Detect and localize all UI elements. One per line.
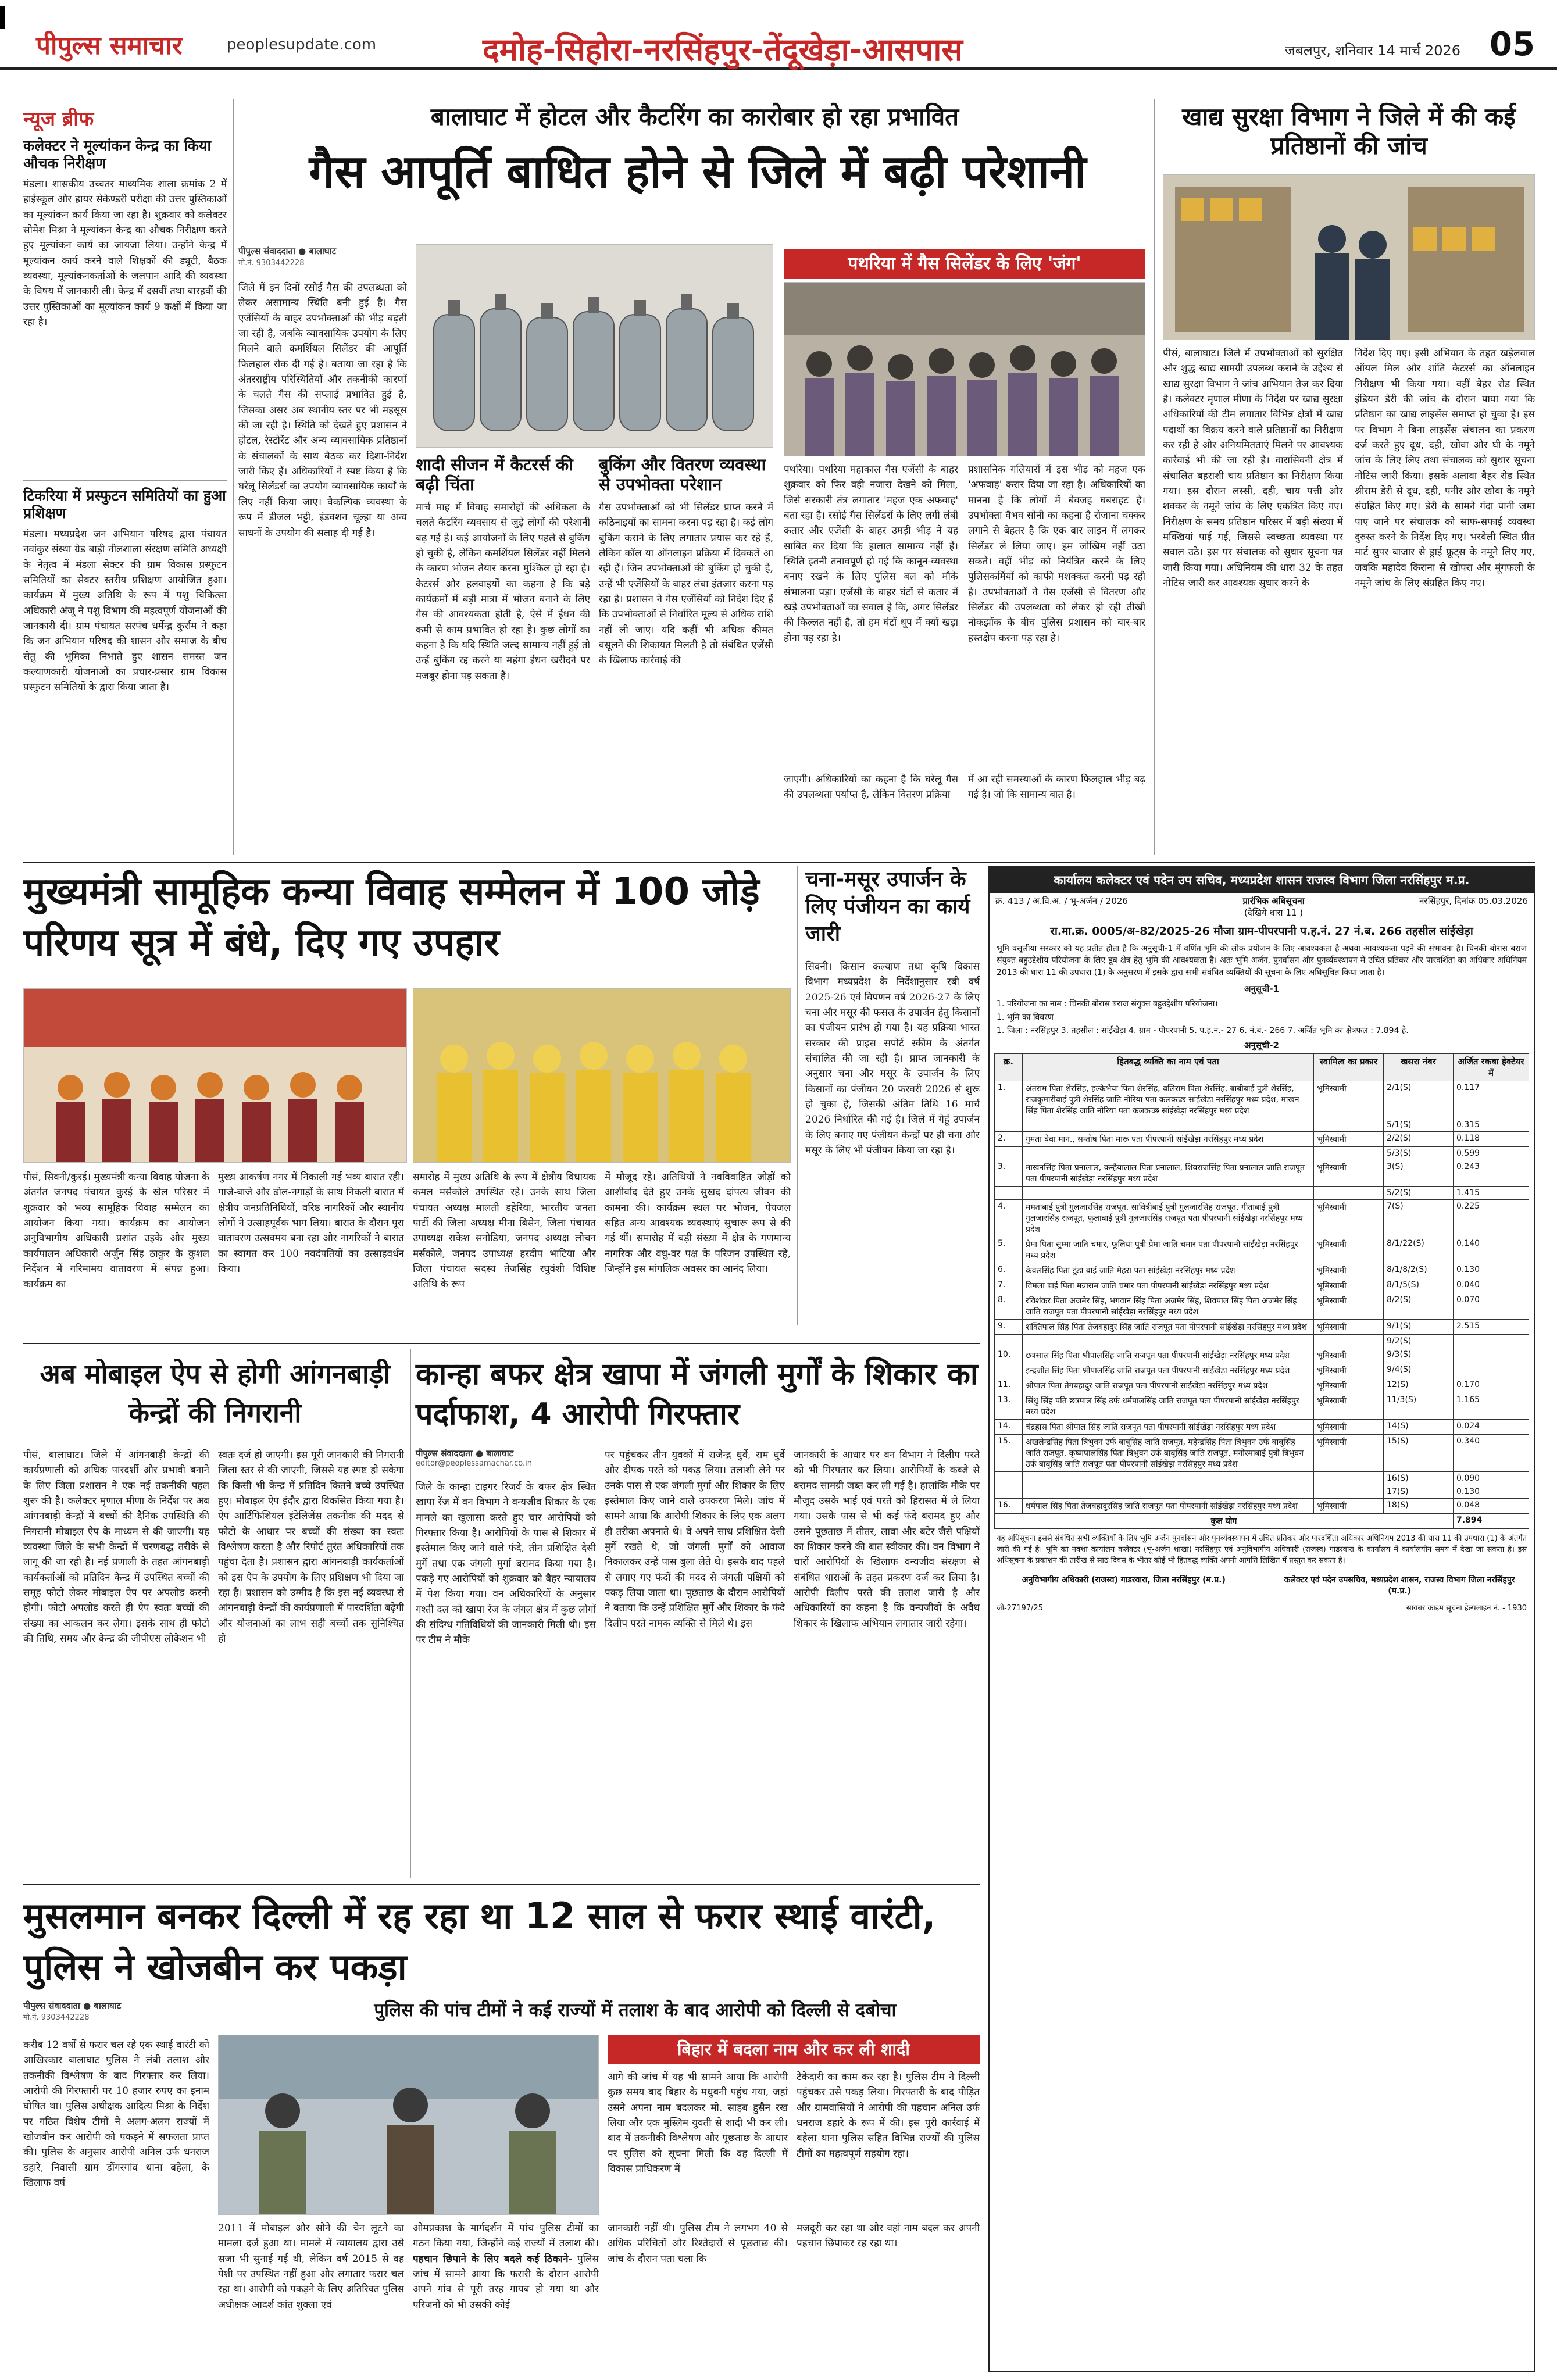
table-cell: 3.	[995, 1160, 1023, 1186]
table-cell: अखलेन्द्रसिंह पिता त्रिभुवन उर्फ बाबूसिंह जाति राजपूत, महेन्द्रसिंह पिता त्रिभुवन उर्फ बाबूसिंह जाति राजपूत, कृष्णपालसिंह पिता त्रिभुवन उर्फ बाबूसिंह जाति राजपूत, मनोरमाबाई पुत्री त्रिभुवन उर्फ बाबूसिंह जाति राजपूत पता पीपरपानी सांईखेड़ा नरसिंहपुर मध्य प्रदेश	[1023, 1434, 1314, 1471]
fugitive-byline	[23, 2000, 209, 2022]
shop-illustration	[1163, 175, 1535, 340]
total-label: कुल योग	[995, 1513, 1454, 1528]
table-row	[995, 1199, 1529, 1237]
table-cell: 5/1(S)	[1384, 1118, 1454, 1131]
kanha-col3: जानकारी के आधार पर वन विभाग ने दिलीप परते को भी गिरफ्तार कर लिया। आरोपियों के कब्जे से बरामद सामग्री जब्त कर ली गई है। हालांकि मौके पर मौजूद उसके भाई एवं परते को हिरासत में ले लिया गया। उसके पास से भी कई फंदे बरामद हुए और उसने पूछताछ में तीतर, लावा और बटेर जैसे पक्षियों का शिकार करने की बात स्वीकार की। वन विभाग ने चारों आरोपियों के खिलाफ वन्यजीव संरक्षण से संबंधित धाराओं के तहत प्रकरण दर्ज कर लिया है। आरोपी दिलीप परते की तलाश जारी है और अधिकारियों का कहना है कि वन्यजीवों के अवैध शिकार के खिलाफ अभियान लगातार जारी रहेगा।	[794, 1449, 980, 1629]
table-cell: 9/4(S)	[1384, 1363, 1454, 1378]
table-cell: भूमिस्वामी	[1314, 1378, 1384, 1393]
table-cell	[1314, 1118, 1384, 1131]
crowd-illustration	[784, 283, 1145, 456]
gas-cylinders-photo	[416, 244, 773, 448]
table-cell: 9/3(S)	[1384, 1348, 1454, 1363]
sch2-title: अनुसूची-2	[1244, 1039, 1279, 1050]
table-cell: भूमिस्वामी	[1314, 1160, 1384, 1186]
table-cell: 0.170	[1454, 1378, 1529, 1393]
table-cell: 14(S)	[1384, 1419, 1454, 1434]
table-cell	[1023, 1334, 1314, 1348]
brief-item2-head: टिकरिया में प्रस्फुटन समितियों का हुआ प्रशिक्षण	[23, 487, 226, 521]
kanha-byline-text: पीपुल्स संवाददाता ● बालाघाट	[416, 1448, 514, 1459]
gas-sub3: बुकिंग और वितरण व्यवस्था से उपभोक्ता परेशान	[599, 455, 766, 495]
table-cell: 5/3(S)	[1384, 1146, 1454, 1160]
table-cell: 0.140	[1454, 1237, 1529, 1263]
table-cell	[1454, 1348, 1529, 1363]
table-row	[995, 1263, 1529, 1278]
table-cell: इन्द्रजीत सिंह पिता श्रीपालसिंह जाति राजपूत पता पीपरपानी सांईखेड़ा नरसिंहपुर मध्य प्रदेश	[1023, 1363, 1314, 1378]
table-cell: 5/2(S)	[1384, 1186, 1454, 1199]
kanha-col2: पर पहुंचकर तीन युवकों में राजेन्द्र धुर्वे, राम धुर्वे और दीपक परते को पकड़ लिया। तलाशी लेने पर उनके पास से एक जंगली मुर्गा और शिकार के लिए इस्तेमाल किए जाने वाले उपकरण मिले। जांच में सामने आया कि आरोपी शिकार के लिए एक अलग ही तरीका अपनाते थे। वे अपने साथ प्रशिक्षित देसी मुर्गे रखते थे, जो जंगली मुर्गों को आवाज निकालकर उन्हें पास बुला लेते थे। इसके बाद पहले से लगाए गए फंदों की मदद से जंगली पक्षियों को पकड़ लिया जाता था। पूछताछ के दौरान आरोपियों ने बताया कि उन्हें प्रशिक्षित मुर्गे और शिकार के फंदे दिलीप परते नामक व्यक्ति से मिले थे। इस	[605, 1449, 785, 1629]
table-cell: छत्रसाल सिंह पिता श्रीपालसिंह जाति राजपूत पता पीपरपानी सांईखेड़ा नरसिंहपुर मध्य प्रदेश	[1023, 1348, 1314, 1363]
table-cell	[1314, 1485, 1384, 1498]
brief-item1-head: कलेक्टर ने मूल्यांकन केन्द्र का किया औचक निरीक्षण	[23, 137, 211, 171]
table-cell: 2/2(S)	[1384, 1131, 1454, 1146]
gas-cylinders-illustration	[416, 245, 773, 448]
kanha-byline	[416, 1448, 596, 1468]
fugitive-phone: मो.नं. 9303442228	[23, 2013, 90, 2022]
table-cell	[1454, 1363, 1529, 1378]
table-cell: 8/2(S)	[1384, 1293, 1454, 1319]
sch1-title: अनुसूची-1	[1244, 983, 1279, 994]
food-inspection-photo	[1163, 174, 1535, 340]
table-cell: 7.	[995, 1278, 1023, 1293]
wedding-stage-illustration	[24, 989, 407, 1163]
table-cell: भूमिस्वामी	[1314, 1434, 1384, 1471]
table-cell: 5.	[995, 1237, 1023, 1263]
table-cell: 6.	[995, 1263, 1023, 1278]
table-row	[995, 1363, 1529, 1378]
table-cell: अंतराम पिता शेरसिंह, हल्केभैया पिता शेरसिंह, बलिराम पिता शेरसिंह, बाबीबाई पुत्री शेरसिंह, राजकुमारीबाई पुत्री शेरसिंह जाति नोरिया पता कलकच्छ सांईखेड़ा नरसिंहपुर मध्य प्रदेश, माखन सिंह पिता शेरसिंह जाति नोरिया पता कलकच्छ सांईखेड़ा नरसिंहपुर मध्य प्रदेश	[1023, 1081, 1314, 1118]
masthead-website: peoplesupdate.com	[227, 36, 377, 53]
food-col1: पीसं, बालाघाट। जिले में उपभोक्ताओं को सुरक्षित और शुद्ध खाद्य सामग्री उपलब्ध कराने के उद्देश्य से खाद्य सुरक्षा विभाग ने जांच अभियान तेज कर दिया है। कलेक्टर मृणाल मीणा के निर्देश पर खाद्य सुरक्षा अधिकारियों की टीम लगातार विभिन्न क्षेत्रों में खाद्य पदार्थों का विक्रय करने वाले प्रतिष्ठानों का निरीक्षण कर रही है और अनियमितताएं मिलने पर आवश्यक कार्रवाई भी की जा रही है। वारासिवनी क्षेत्र में संचालित बहराशी चाय प्रतिष्ठान का निरीक्षण किया गया। इस दौरान लस्सी, दही, चाय पत्ती और शक्कर के नमूने जांच के लिए एकत्रित किए गए। निरीक्षण के समय प्रतिष्ठान परिसर में बड़ी संख्या में मक्खियां पाई गई, जिससे स्वच्छता व्यवस्था पर सवाल उठे। इस पर संचालक को सुधार सूचना पत्र जारी किया गया। अधिनियम की धारा 32 के तहत नोटिस जारी कर आवश्यक सुधार करने के	[1163, 348, 1343, 589]
brief-item1-body: मंडला। शासकीय उच्चतर माध्यमिक शाला क्रमांक 2 में हाईस्कूल और हायर सेकेण्डरी परीक्षा की उत्तर पुस्तिकाओं का मूल्यांकन कार्य किया जा रहा है। शुक्रवार को कलेक्टर सोमेश मिश्रा ने मूल्यांकन केन्द्र का औचक निरीक्षण करते हुए मूल्यांकन कार्य का जायजा लिया। उन्होंने केन्द्र में मूल्यांकन कार्य करने वाले शिक्षकों की ड्यूटी, बैठक व्यवस्था, मूल्यांकनकर्ताओं के जलपान आदि की व्यवस्था के विषय में जानकारी ली। केन्द्र में दसवीं तथा बारहवीं की उत्तर पुस्तिकाओं का मूल्यांकन कार्य 9 कक्षों में किया जा रहा है।	[23, 178, 227, 328]
notice-sub: (देखिये धारा 11 )	[1244, 907, 1304, 918]
masthead-logo: पीपुल्स समाचार	[36, 31, 183, 60]
table-cell: भूमिस्वामी	[1314, 1278, 1384, 1293]
fugitive-sub3: पहचान छिपाने के लिए बदले कई ठिकाने-	[413, 2253, 573, 2265]
table-cell: सिंधु सिंह पति छत्रपाल सिंह उर्फ धर्मपालसिंह जाति राजपूत पता पीपरपानी सांईखेड़ा नरसिंहपुर मध्य प्रदेश	[1023, 1393, 1314, 1419]
wedding-col1: पीसं, सिवनी/कुरई। मुख्यमंत्री कन्या विवाह योजना के अंतर्गत जनपद पंचायत कुरई के खेल परिसर में शुक्रवार को भव्य सामूहिक विवाह सम्मेलन का आयोजन किया गया। कार्यक्रम का आयोजन अनुविभागीय अधिकारी प्रशांत उइके और मुख्य कार्यपालन अधिकारी अर्जुन सिंह ठाकुर के कुशल निर्देशन में गरिमामय वातावरण में संपन्न हुआ। कार्यक्रम का	[23, 1171, 209, 1291]
pathariya-col2: प्रशासनिक गलियारों में इस भीड़ को महज एक 'अफवाह' करार दिया जा रहा है। अधिकारियों का मानना है कि लोगों में बेवजह घबराहट है। उपभोक्ता वैभव सोनी का कहना है रोजाना चक्कर लगाने से बेहतर है कि एक बार लाइन में लगकर सिलेंडर ले लिया जाए। हम जोखिम नहीं उठा सकते। वहीं भीड़ को नियंत्रित करने के लिए पुलिसकर्मियों को काफी मशक्कत करनी पड़ रही है। उपभोक्ताओं ने गैस एजेंसी से वितरण और सिलेंडर की उपलब्धता को लेकर हो रही तीखी नोकझोंक के बीच पुलिस प्रशासन को बार-बार हस्तक्षेप करना पड़ रहा है।	[968, 464, 1145, 644]
table-cell	[1023, 1471, 1314, 1485]
table-cell: 16.	[995, 1498, 1023, 1513]
notice-ad-code: जी-27197/25	[997, 1604, 1043, 1613]
notice-ref: क्र. 413 / अ.वि.अ. / भू-अर्जन / 2026	[995, 896, 1128, 906]
gas-col2: मार्च माह में विवाह समारोहों की अधिकता के चलते कैटरिंग व्यवसाय से जुड़े लोगों की परेशानी बढ़ गई है। कई आयोजनों के लिए पहले से बुकिंग हो चुकी है, लेकिन कमर्शियल सिलेंडर नहीं मिलने के कारण भोजन तैयार करना मुश्किल हो रहा है। कैटरर्स और हलवाइयों का कहना है कि बड़े कार्यक्रमों में बड़ी मात्रा में भोजन बनाने के लिए गैस की आवश्यकता होती है, ऐसे में ईंधन की कमी से काम प्रभावित हो रहा है। कुछ लोगों का कहना है कि यदि स्थिति जल्द सामान्य नहीं हुई तो उन्हें बुकिंग रद्द करने या महंगा ईंधन खरीदने पर मजबूर होना पड़ सकता है।	[416, 502, 590, 682]
police-arrest-illustration	[219, 2035, 599, 2215]
table-cell: रविशंकर पिता अजमेर सिंह, भगवान सिंह पिता अजमेर सिंह, शिवपाल सिंह पिता अजमेर सिंह जाति राजपूत पता पीपरपानी सांईखेड़ा नरसिंहपुर मध्य प्रदेश	[1023, 1293, 1314, 1319]
land-table-header: अर्जित रकबा हेक्टेयर में	[1454, 1053, 1529, 1081]
table-cell: भूमिस्वामी	[1314, 1293, 1384, 1319]
table-cell: 0.130	[1454, 1485, 1529, 1498]
table-cell: भूमिस्वामी	[1314, 1319, 1384, 1334]
pathariya-banner: पथरिया में गैस सिलेंडर के लिए 'जंग'	[784, 249, 1145, 279]
sch1-l2: 1. भूमि का विवरण	[997, 1012, 1054, 1022]
grain-headline: चना-मसूर उपार्जन के लिए पंजीयन का कार्य जारी	[805, 867, 970, 946]
notice-case: रा.मा.क्र. 0005/अ-82/2025-26 मौजा ग्राम-पीपरपानी प.ह.नं. 27 नं.ब. 266 तहसील सांईखेड़ा	[1050, 925, 1473, 938]
table-cell: गुमता बेवा मान., सन्तोष पिता मारू पता पीपरपानी सांईखेड़ा नरसिंहपुर मध्य प्रदेश	[1023, 1131, 1314, 1146]
table-cell: 8/1/22(S)	[1384, 1237, 1454, 1263]
table-cell: भूमिस्वामी	[1314, 1348, 1384, 1363]
notice-header: कार्यालय कलेक्टर एवं पदेन उप सचिव, मध्यप्रदेश शासन राजस्व विभाग जिला नरसिंहपुर म.प्र.	[990, 867, 1534, 893]
table-row	[995, 1378, 1529, 1393]
fugitive-byline-text: पीपुल्स संवाददाता ● बालाघाट	[23, 2000, 122, 2011]
table-cell: 15(S)	[1384, 1434, 1454, 1471]
fugitive-headline: मुसलमान बनकर दिल्ली में रह रहा था 12 साल से फरार स्थाई वारंटी, पुलिस ने खोजबीन कर पकड़ा	[23, 1895, 936, 1989]
bihar-col1: आगे की जांच में यह भी सामने आया कि आरोपी कुछ समय बाद बिहार के मधुबनी पहुंच गया, जहां उसने अपना नाम बदलकर मो. साहब हुसैन रख लिया और एक मुस्लिम युवती से शादी भी कर ली। बाद में तकनीकी विश्लेषण और पूछताछ के आधार पर पुलिस को सूचना मिली कि वह दिल्ली में विकास प्राधिकरण में	[608, 2071, 788, 2175]
table-cell: 0.315	[1454, 1118, 1529, 1131]
fugitive-col3	[413, 2221, 599, 2375]
table-cell: 15.	[995, 1434, 1023, 1471]
table-cell: 16(S)	[1384, 1471, 1454, 1485]
table-cell: भूमिस्वामी	[1314, 1363, 1384, 1378]
kanha-email: editor@peoplessamachar.co.in	[416, 1459, 532, 1468]
table-cell	[995, 1186, 1023, 1199]
table-cell: भूमिस्वामी	[1314, 1131, 1384, 1146]
food-headline: खाद्य सुरक्षा विभाग ने जिले में की कई प्रतिष्ठानों की जांच	[1182, 102, 1516, 160]
table-cell: 12(S)	[1384, 1378, 1454, 1393]
news-brief-title: न्यूज ब्रीफ	[23, 108, 94, 131]
table-cell: 0.040	[1454, 1278, 1529, 1293]
table-cell: केवलसिंह पिता डूंडा बाई जाति मेहरा पता सांईखेड़ा नरसिंहपुर मध्य प्रदेश	[1023, 1263, 1314, 1278]
table-row	[995, 1393, 1529, 1419]
kanha-headline: कान्हा बफर क्षेत्र खापा में जंगली मुर्गों के शिकार का पर्दाफाश, 4 आरोपी गिरफ्तार	[416, 1357, 979, 1432]
table-cell: भूमिस्वामी	[1314, 1199, 1384, 1237]
gas-byline-text: पीपुल्स संवाददाता ● बालाघाट	[238, 246, 337, 256]
table-cell: प्रेमा पिता सुम्मा जाति चमार, फूलिया पुत्री प्रेमा जाति चमार पता पीपरपानी सांईखेड़ा नरसिंहपुर मध्य प्रदेश	[1023, 1237, 1314, 1263]
fugitive-sub: पुलिस की पांच टीमों ने कई राज्यों में तलाश के बाद आरोपी को दिल्ली से दबोचा	[374, 2000, 897, 2021]
table-cell: माखनसिंह पिता प्रनालाल, कन्हैयालाल पिता प्रनालाल, शिवराजसिंह पिता प्रनालाल जाति राजपूत पता पीपरपानी सांईखेड़ा नरसिंहपुर मध्य प्रदेश	[1023, 1160, 1314, 1186]
notice-sig-right: कलेक्टर एवं पदेन उपसचिव, मध्यप्रदेश शासन, राजस्व विभाग जिला नरसिंहपुर (म.प्र.)	[1284, 1575, 1515, 1596]
table-cell: 11/3(S)	[1384, 1393, 1454, 1419]
gas-kicker: बालाघाट में होटल और कैटरिंग का कारोबार हो रहा प्रभावित	[430, 102, 959, 131]
table-cell: 9/1(S)	[1384, 1319, 1454, 1334]
table-row	[995, 1278, 1529, 1293]
wedding-photo-1	[23, 988, 407, 1163]
table-cell	[1023, 1186, 1314, 1199]
fugitive-col3-a: ओमप्रकाश के मार्गदर्शन में पांच पुलिस टीमों का गठन किया गया, जिन्होंने कई राज्यों में तलाश की।	[413, 2222, 599, 2250]
gas-byline-phone: मो.नं. 9303442228	[238, 259, 305, 267]
wedding-col2: मुख्य आकर्षण नगर में निकाली गई भव्य बारात रही। गाजे-बाजे और ढोल-नगाड़ों के साथ निकली बारात में क्षेत्रीय जनप्रतिनिधियों, वरिष्ठ नागरिकों और स्थानीय लोगों ने उत्साहपूर्वक भाग लिया। बारात के दौरान पूरा वातावरण उत्सवमय बना रहा और नागरिकों ने बारात का स्वागत कर 100 नवदंपतियों का उत्साहवर्धन किया।	[218, 1171, 404, 1275]
table-cell: 0.340	[1454, 1434, 1529, 1471]
table-cell: 9.	[995, 1319, 1023, 1334]
food-col2: निर्देश दिए गए। इसी अभियान के तहत खड़ेलवाल ऑयल मिल और शांति कैटरर्स का ऑनलाइन निरीक्षण भी किया गया। वहीं बैहर रोड स्थित इंडियन डेरी की जांच के दौरान पाया गया कि प्रतिष्ठान का खाद्य लाइसेंस समाप्त हो चुका है। इस पर विभाग ने बिना लाइसेंस संचालन का प्रकरण दर्ज करते हुए दूध, दही, खोवा और घी के नमूने जांच के लिए लिए तथा संचालक को सुधार सूचना नोटिस जारी किया। इसके अलावा बैहर रोड स्थित श्रीराम डेरी से दूध, दही, पनीर और खोवा के नमूने संग्रहित किए गए। डेरी के सामने गंदा पानी जमा पाए जाने पर संचालक को साफ-सफाई व्यवस्था दुरुस्त करने के निर्देश दिए गए। भरवेली स्थित प्रीत मार्ट सुपर बाजार से ड्राई फ्रूट्स के नमूने लिए गए, जबकि महादेव किराना से खोपरा और मूंगफली के नमूने जांच के लिए संग्रहित किए गए।	[1355, 348, 1535, 589]
anganwadi-col2: स्वतः दर्ज हो जाएगी। इस पूरी जानकारी की निगरानी जिला स्तर से की जाएगी, जिससे यह स्पष्ट हो सकेगा कि किसी भी केन्द्र में प्रतिदिन कितने बच्चे उपस्थित हुए। मोबाइल ऐप इंदौर द्वारा विकसित किया गया है। ऐप आर्टिफिशियल इंटेलिजेंस तकनीक की मदद से फोटो के आधार पर बच्चों की संख्या का स्वतः विश्लेषण करता है और रिपोर्ट तुरंत अधिकारियों तक पहुंचा देता है। प्रशासन द्वारा आंगनबाड़ी कार्यकर्ताओं को इस ऐप के उपयोग के लिए प्रशिक्षण भी दिया जा रहा है। प्रशासन को उम्मीद है कि इस नई व्यवस्था से आंगनबाड़ी केन्द्रों की कार्यप्रणाली में पारदर्शिता बढ़ेगी और योजनाओं का लाभ सही बच्चों तक सुनिश्चित हो	[218, 1449, 404, 1645]
table-cell: चंद्रहास पिता श्रीपाल सिंह जाति राजपूत पता पीपरपानी सांईखेड़ा नरसिंहपुर मध्य प्रदेश	[1023, 1419, 1314, 1434]
table-cell	[1314, 1471, 1384, 1485]
table-cell	[1454, 1334, 1529, 1348]
table-row	[995, 1081, 1529, 1118]
gas-col1: जिले में इन दिनों रसोई गैस की उपलब्धता को लेकर असामान्य स्थिति बनी हुई है। गैस एजेंसियों के बाहर उपभोक्ताओं की भीड़ बढ़ती जा रही है, जबकि व्यावसायिक उपयोग के लिए मिलने वाले कमर्शियल सिलेंडर की आपूर्ति फिलहाल रोक दी गई है। बताया जा रहा है कि अंतरराष्ट्रीय परिस्थितियों और तकनीकी कारणों के चलते गैस की सप्लाई प्रभावित हुई है, जिसका असर अब स्थानीय स्तर पर भी महसूस की जा रही है। स्थिति को देखते हुए प्रशासन ने होटल, रेस्टोरेंट और अन्य व्यावसायिक प्रतिष्ठानों के संचालकों के साथ बैठक कर दिशा-निर्देश जारी किए हैं। अधिकारियों ने स्पष्ट किया है कि घरेलू सिलेंडरों का उपयोग व्यावसायिक कार्यों के लिए नहीं किया जाए। वैकल्पिक व्यवस्था के रूप में डीजल भट्टी, इंडक्शन चूल्हा या अन्य साधनों के उपयोग की सलाह दी गई है।	[238, 282, 407, 539]
table-cell: 17(S)	[1384, 1485, 1454, 1498]
table-cell: 8/1/5(S)	[1384, 1278, 1454, 1293]
wedding-photo-2	[413, 988, 791, 1163]
anganwadi-col1: पीसं, बालाघाट। जिले में आंगनबाड़ी केन्द्रों की कार्यप्रणाली को अधिक पारदर्शी और प्रभावी बनाने के लिए जिला प्रशासन ने एक नई तकनीकी पहल शुरू की है। कलेक्टर मृणाल मीणा के निर्देश पर अब आंगनबाड़ी केन्द्रों में बच्चों की दैनिक उपस्थिति की निगरानी मोबाइल ऐप के माध्यम से की जाएगी। यह व्यवस्था जिले के सभी केन्द्रों में चरणबद्ध तरीके से लागू की जा रही है। नई प्रणाली के तहत आंगनबाड़ी कार्यकर्ताओं को प्रतिदिन केन्द्र में उपस्थित बच्चों की समूह फोटो लेकर मोबाइल ऐप पर अपलोड करनी होगी। फोटो अपलोड करते ही ऐप स्वतः बच्चों की संख्या का आकलन कर लेगा। इसके साथ ही फोटो की तिथि, समय और केन्द्र की जीपीएस लोकेशन भी	[23, 1449, 209, 1645]
page-number: 05	[1490, 26, 1535, 63]
land-table-header: क्र.	[995, 1053, 1023, 1081]
sch1-l3: 1. जिला : नरसिंहपुर 3. तहसील : सांईखेड़ा 4. ग्राम - पीपरपानी 5. प.ह.न.- 27 6. नं.बं.- 266 7. अर्जित भूमि का क्षेत्रफल : 7.894 हे.	[997, 1025, 1409, 1035]
table-row	[995, 1160, 1529, 1186]
table-cell	[995, 1471, 1023, 1485]
table-cell: 13.	[995, 1393, 1023, 1419]
table-cell: 0.090	[1454, 1471, 1529, 1485]
table-cell: भूमिस्वामी	[1314, 1081, 1384, 1118]
table-row	[995, 1146, 1529, 1160]
grain-body: सिवनी। किसान कल्याण तथा कृषि विकास विभाग मध्यप्रदेश के निर्देशानुसार रबी वर्ष 2025-26 एवं विपणन वर्ष 2026-27 के लिए चना और मसूर की फसल के उपार्जन हेतु किसानों का पंजीयन प्रारंभ हो गया है। यह प्रक्रिया भारत सरकार की प्राइस सपोर्ट स्कीम के अंतर्गत संचालित की जा रही है। प्राप्त जानकारी के अनुसार चना और मसूर के उपार्जन के लिए किसानों का पंजीयन 20 फरवरी 2026 से शुरू हो चुका है, जिसकी अंतिम तिथि 16 मार्च 2026 निर्धारित की गई है। जिले में गेहूं उपार्जन के लिए बनाए गए पंजीयन केन्द्रों पर ही चना और मसूर के लिए भी पंजीयन किया जा रहा है।	[805, 961, 980, 1157]
table-cell: 0.599	[1454, 1146, 1529, 1160]
table-row	[995, 1131, 1529, 1146]
table-cell: 0.024	[1454, 1419, 1529, 1434]
notice-footer: यह अधिसूचना इससे संबंधित सभी व्यक्तियों के लिए भूमि अर्जन पुनर्वासन और पुनर्व्यवस्थापन में उचित प्रतिकर और पारदर्शिता अधिकार अधिनियम 2013 की धारा 11 की उपधारा (1) के अंतर्गत जारी की गई है। भूमि का नक्शा कार्यालय कलेक्टर (भू-अर्जन शाखा) नरसिंहपुर एवं अनुविभागीय अधिकारी (राजस्व) गाडरवारा के कार्यालय में कार्यालयीन समय में देखा जा सकता है। इस अधिसूचना के प्रकाशन की तारीख से साठ दिवस के भीतर कोई भी हितबद्ध व्यक्ति अपनी आपत्ति लिखित में प्रस्तुत कर सकता है।	[997, 1534, 1527, 1565]
table-cell: 2.515	[1454, 1319, 1529, 1334]
table-row	[995, 1319, 1529, 1334]
table-cell: 14.	[995, 1419, 1023, 1434]
table-cell	[1023, 1485, 1314, 1498]
table-row	[995, 1348, 1529, 1363]
wedding-headline: मुख्यमंत्री सामूहिक कन्या विवाह सम्मेलन में 100 जोड़े परिणय सूत्र में बंधे, दिए गए उपहार	[23, 870, 760, 965]
brief-item2-body: मंडला। मध्यप्रदेश जन अभियान परिषद द्वारा पंचायत नवांकुर संस्था ग्रेड बाड़ी नीलशाला संरक्षण समिति अध्यक्षी के नेतृत्व में मंडला सेक्टर की ग्राम विकास प्रस्फुटन समितियों का सेक्टर स्तरीय प्रशिक्षण आयोजित हुआ। कार्यक्रम में मुख्य अतिथि के रूप में पशु चिकित्सा अधिकारी अंजू ने पशु विभाग की महत्वपूर्ण योजनाओं की जानकारी दी। ग्राम पंचायत सरपंच धर्मेन्द्र कुर्राम ने कहा कि जन अभियान परिषद की शासन और समाज के बीच सेतु की भूमिका निभाते हुए शासन समस्त जन कल्याणकारी योजनाओं का प्रचार-प्रसार ग्राम विकास प्रस्फुटन समितियों के द्वारा किया जाता है।	[23, 528, 227, 694]
sch1-l1: 1. परियोजना का नाम : चिनकी बोरास बराज संयुक्त बहुउद्देशीय परियोजना।	[997, 999, 1218, 1009]
table-cell: धर्मपाल सिंह पिता तेजबहादुरसिंह जाति राजपूत पता पीपरपानी सांईखेड़ा नरसिंहपुर मध्य प्रदेश	[1023, 1498, 1314, 1513]
table-row	[995, 1334, 1529, 1348]
land-table-header: स्वामित्व का प्रकार	[1314, 1053, 1384, 1081]
table-cell: भूमिस्वामी	[1314, 1498, 1384, 1513]
table-cell: 0.117	[1454, 1081, 1529, 1118]
land-table-header: हितबद्ध व्यक्ति का नाम एवं पता	[1023, 1053, 1314, 1081]
fugitive-col3-b: पुलिस जांच में सामने आया कि फरारी के दौरान आरोपी अपने गांव से पूरी तरह गायब हो गया था और परिजनों को भी उसकी कोई	[413, 2253, 599, 2311]
table-cell: 0.070	[1454, 1293, 1529, 1319]
pathariya-crowd-photo	[784, 282, 1145, 456]
table-row	[995, 1419, 1529, 1434]
table-row	[995, 1498, 1529, 1513]
table-cell: श्रीपाल पिता तेगबहादुर जाति राजपूत पता पीपरपानी सांईखेड़ा नरसिंहपुर मध्य प्रदेश	[1023, 1378, 1314, 1393]
gas-col3: गैस उपभोक्ताओं को भी सिलेंडर प्राप्त करने में कठिनाइयों का सामना करना पड़ रहा है। कई लोग बुकिंग कराने के लिए लगातार प्रयास कर रहे हैं, लेकिन कॉल या ऑनलाइन प्रक्रिया में दिक्कतें आ रही हैं। जिन उपभोक्ताओं की बुकिंग हो चुकी है, उन्हें भी एजेंसियों के बाहर लंबा इंतजार करना पड़ रहा है। प्रशासन ने गैस एजेंसियों को निर्देश दिए हैं कि उपभोक्ताओं से निर्धारित मूल्य से अधिक राशि नहीं ली जाए। यदि कहीं भी अधिक कीमत वसूलने की शिकायत मिलती है तो संबंधित एजेंसी के खिलाफ कार्रवाई की	[599, 502, 773, 667]
section-title	[483, 27, 963, 70]
table-cell: 0.048	[1454, 1498, 1529, 1513]
table-cell	[1314, 1186, 1384, 1199]
table-cell: 2.	[995, 1131, 1023, 1146]
table-cell: भूमिस्वामी	[1314, 1393, 1384, 1419]
bihar-col2: टेकेदारी का काम कर रहा है। पुलिस टीम ने दिल्ली पहुंचकर उसे पकड़ लिया। गिरफ्तारी के बाद पीड़ित और ग्रामवासियों ने आरोपी की पहचान अनिल उर्फ धनराज डहारे के रूप में की। इस पूरी कार्रवाई में बहेला थाना पुलिस सहित विभिन्न राज्यों की पुलिस टीमों का महत्वपूर्ण सहयोग रहा।	[797, 2071, 980, 2160]
pathariya-col3: में आ रही समस्याओं के कारण फिलहाल भीड़ बढ़ गई है। जो कि सामान्य बात है।	[968, 774, 1145, 801]
table-cell: भूमिस्वामी	[1314, 1419, 1384, 1434]
table-cell	[1023, 1146, 1314, 1160]
table-row	[995, 1434, 1529, 1471]
notice-type: प्रारंभिक अधिसूचना	[1242, 896, 1305, 906]
table-cell: 2/1(S)	[1384, 1081, 1454, 1118]
table-cell: 1.415	[1454, 1186, 1529, 1199]
fugitive-col1: करीब 12 वर्षों से फरार चल रहे एक स्थाई वारंटी को आखिरकार बालाघाट पुलिस ने लंबी तलाश और तकनीकी विश्लेषण के बाद गिरफ्तार कर लिया। आरोपी की गिरफ्तारी पर 10 हजार रुपए का इनाम घोषित था। पुलिस अधीक्षक आदित्य मिश्रा के निर्देश पर गठित विशेष टीमों ने अलग-अलग राज्यों में खोजबीन कर आरोपी को पकड़ने में सफलता प्राप्त की। पुलिस के अनुसार आरोपी अनिल उर्फ धनराज डहारे, निवासी ग्राम डोंगरगांव थाना बहेला, के खिलाफ वर्ष	[23, 2039, 209, 2189]
wedding-col3: समारोह में मुख्य अतिथि के रूप में क्षेत्रीय विधायक कमल मर्सकोले उपस्थित रहे। उनके साथ जिला पंचायत अध्यक्ष मालती डहेरिया, भारतीय जनता पार्टी की जिला अध्यक्ष मीना बिसेन, जिला पंचायत उपाध्यक्ष राकेश सनोडिया, जनपद अध्यक्ष लोचन मर्सकोले, जनपद उपाध्यक्ष हरदीप भाटिया और जिला पंचायत सदस्य तेजसिंह रघुवंशी विशिष्ट अतिथि के रूप	[413, 1171, 596, 1291]
kanha-col1: जिले के कान्हा टाइगर रिजर्व के बफर क्षेत्र स्थित खापा रेंज में वन विभाग ने वन्यजीव शिकार के एक मामले का खुलासा करते हुए चार आरोपियों को गिरफ्तार किया है। आरोपियों के पास से शिकार में इस्तेमाल किए जाने वाले फंदे, तीन प्रशिक्षित देसी मुर्गे तथा एक जंगली मुर्गा बरामद किया गया है। पकड़े गए आरोपियों को शुक्रवार को बैहर न्यायालय में पेश किया गया। वन अधिकारियों के अनुसार गश्ती दल को खापा रेंज के जंगल क्षेत्र में कुछ लोगों की संदिग्ध गतिविधियों की जानकारी मिली थी। इस पर टीम ने मौके	[416, 1481, 596, 1646]
table-total-row	[995, 1513, 1529, 1528]
table-row	[995, 1118, 1529, 1131]
table-cell: 18(S)	[1384, 1498, 1454, 1513]
section-title-a: दमोह-	[483, 31, 556, 68]
notice-place-date: नरसिंहपुर, दिनांक 05.03.2026	[1419, 896, 1528, 906]
notice-sig-left: अनुविभागीय अधिकारी (राजस्व) गाडरवारा, जिला नरसिंहपुर (म.प्र.)	[1022, 1575, 1226, 1585]
fugitive-col2: 2011 में मोबाइल और सोने की चेन लूटने का मामला दर्ज हुआ था। मामले में न्यायालय द्वारा उसे सजा भी सुनाई गई थी, लेकिन वर्ष 2015 से वह पेशी पर उपस्थित नहीं हुआ और लगातार फरार चल रहा था। आरोपी को पकड़ने के लिए अतिरिक्त पुलिस अधीक्षक आदर्श कांत शुक्ला एवं	[218, 2222, 404, 2311]
anganwadi-headline: अब मोबाइल ऐप से होगी आंगनबाड़ी केन्द्रों की निगरानी	[40, 1358, 391, 1428]
table-cell: 3(S)	[1384, 1160, 1454, 1186]
land-table	[994, 1053, 1529, 1529]
notice-ad-note: सायबर काइम सूचना हेल्पलाइन नं. - 1930	[1406, 1604, 1527, 1613]
table-cell: 1.165	[1454, 1393, 1529, 1419]
table-row	[995, 1485, 1529, 1498]
table-cell: ममताबाई पुत्री गुलजारसिंह राजपूत, सावित्रीबाई पुत्री गुलजारसिंह राजपूत, गीताबाई पुत्री गुलजारसिंह राजपूत, फूलाबाई पुत्री गुलजारसिंह राजपूत पता पीपरपानी सांईखेड़ा नरसिंहपुर मध्य प्रदेश	[1023, 1199, 1314, 1237]
table-cell: 0.130	[1454, 1263, 1529, 1278]
news-brief	[23, 105, 227, 860]
table-cell	[995, 1485, 1023, 1498]
table-row	[995, 1471, 1529, 1485]
table-cell: 0.118	[1454, 1131, 1529, 1146]
gas-headline: गैस आपूर्ति बाधित होने से जिले में बढ़ी परेशानी	[309, 146, 1087, 198]
pathariya-col1: पथरिया। पथरिया महाकाल गैस एजेंसी के बाहर शुक्रवार को फिर वही नजारा देखने को मिला, जिसे सरकारी तंत्र लगातार 'महज एक अफवाह' बता रहा है। रसोई गैस सिलेंडरों के लिए लगी लंबी कतार और एजेंसी के बाहर उमड़ी भीड़ ने यह साबित कर दिया कि हालात सामान्य नहीं हैं। स्थिति इतनी तनावपूर्ण हो गई कि कानून-व्यवस्था बनाए रखने के लिए पुलिस बल को मौके संभालना पड़ा। एजेंसी के बाहर घंटों से कतार में खड़े उपभोक्ताओं का सवाल है कि, अगर सिलेंडर की किल्लत नहीं है, तो हम घंटों धूप में क्यों खड़ा होना पड़ रहा है।	[784, 464, 958, 644]
section-title-b: सिहोरा-नरसिंहपुर-तेंदूखेड़ा-आसपास	[556, 31, 963, 68]
table-cell: 8.	[995, 1293, 1023, 1319]
land-table-header: खसरा नंबर	[1384, 1053, 1454, 1081]
gas-byline	[238, 245, 407, 267]
table-cell: 7(S)	[1384, 1199, 1454, 1237]
table-cell: 10.	[995, 1348, 1023, 1363]
table-cell: 8/1/8/2(S)	[1384, 1263, 1454, 1278]
table-cell	[1314, 1334, 1384, 1348]
notice-intro: भूमि वसूलीया सरकार को यह प्रतीत होता है कि अनुसूची-1 में वर्णित भूमि की लोक प्रयोजन के लिए आवश्यकता है अथवा आवश्यकता पड़ने की संभावना है। चिनकी बोरास बराज संयुक्त बहुउद्देशीय परियोजना के लिए डूब क्षेत्र हेतु भूमि की आवश्यकता है। अतः भूमि अर्जन, पुनर्वासन और पुनर्व्यवस्थापन में उचित प्रतिकर और पारदर्शिता का अधिकार अधिनियम 2013 की धारा 11 की उपधारा (1) के अनुसरण में इसके द्वारा सभी संबंधित व्यक्तियों की सूचना के लिए अधिसूचित किया जाता है।	[997, 944, 1527, 977]
table-cell	[995, 1363, 1023, 1378]
masthead	[0, 0, 1557, 70]
table-cell: शक्तिपाल सिंह पिता तेजबहादुर सिंह जाति राजपूत पता पीपरपानी सांईखेड़ा नरसिंहपुर मध्य प्रदेश	[1023, 1319, 1314, 1334]
gas-col3b: जाएगी। अधिकारियों का कहना है कि घरेलू गैस की उपलब्धता पर्याप्त है, लेकिन वितरण प्रक्रिया	[784, 774, 958, 801]
table-cell: भूमिस्वामी	[1314, 1263, 1384, 1278]
table-cell: 0.243	[1454, 1160, 1529, 1186]
table-cell	[1023, 1118, 1314, 1131]
table-cell	[995, 1334, 1023, 1348]
table-cell: भूमिस्वामी	[1314, 1237, 1384, 1263]
total-value: 7.894	[1454, 1513, 1529, 1528]
table-row	[995, 1186, 1529, 1199]
wedding-col4: में मौजूद रहे। अतिथियों ने नवविवाहित जोड़ों को आशीर्वाद देते हुए उनके सुखद दांपत्य जीवन की कामना की। कार्यक्रम स्थल पर भोजन, पेयजल सहित अन्य आवश्यक व्यवस्थाएं सुचारू रूप से की गई थीं। समारोह में बड़ी संख्या में क्षेत्र के गणमान्य नागरिक और वधु-वर पक्ष के परिजन उपस्थित रहे, जिन्होंने इस मांगलिक अवसर का आनंद लिया।	[605, 1171, 791, 1275]
table-row	[995, 1237, 1529, 1263]
fugitive-photo	[218, 2035, 599, 2215]
table-cell	[995, 1146, 1023, 1160]
wedding-couples-illustration	[413, 989, 791, 1163]
table-cell	[1314, 1146, 1384, 1160]
masthead-date: जबलपुर, शनिवार 14 मार्च 2026	[1285, 42, 1461, 59]
gas-sub2: शादी सीजन में कैटरर्स की बढ़ी चिंता	[416, 455, 573, 495]
table-cell: विमला बाई पिता मन्नाराम जाति चमार पता पीपरपानी सांईखेड़ा नरसिंहपुर मध्य प्रदेश	[1023, 1278, 1314, 1293]
bihar-banner: बिहार में बदला नाम और कर ली शादी	[608, 2035, 980, 2064]
land-notice	[988, 866, 1535, 2372]
table-cell: 1.	[995, 1081, 1023, 1118]
fugitive-col4: जानकारी नहीं थी। पुलिस टीम ने लगभग 40 से अधिक परिचितों और रिश्तेदारों से पूछताछ की। जांच के दौरान पता चला कि	[608, 2222, 788, 2265]
table-cell: 0.225	[1454, 1199, 1529, 1237]
fugitive-col5: मजदूरी कर रहा था और वहां नाम बदल कर अपनी पहचान छिपाकर रह रहा था।	[797, 2222, 980, 2250]
table-cell: 9/2(S)	[1384, 1334, 1454, 1348]
table-cell	[995, 1118, 1023, 1131]
table-cell: 11.	[995, 1378, 1023, 1393]
table-row	[995, 1293, 1529, 1319]
table-cell: 4.	[995, 1199, 1023, 1237]
